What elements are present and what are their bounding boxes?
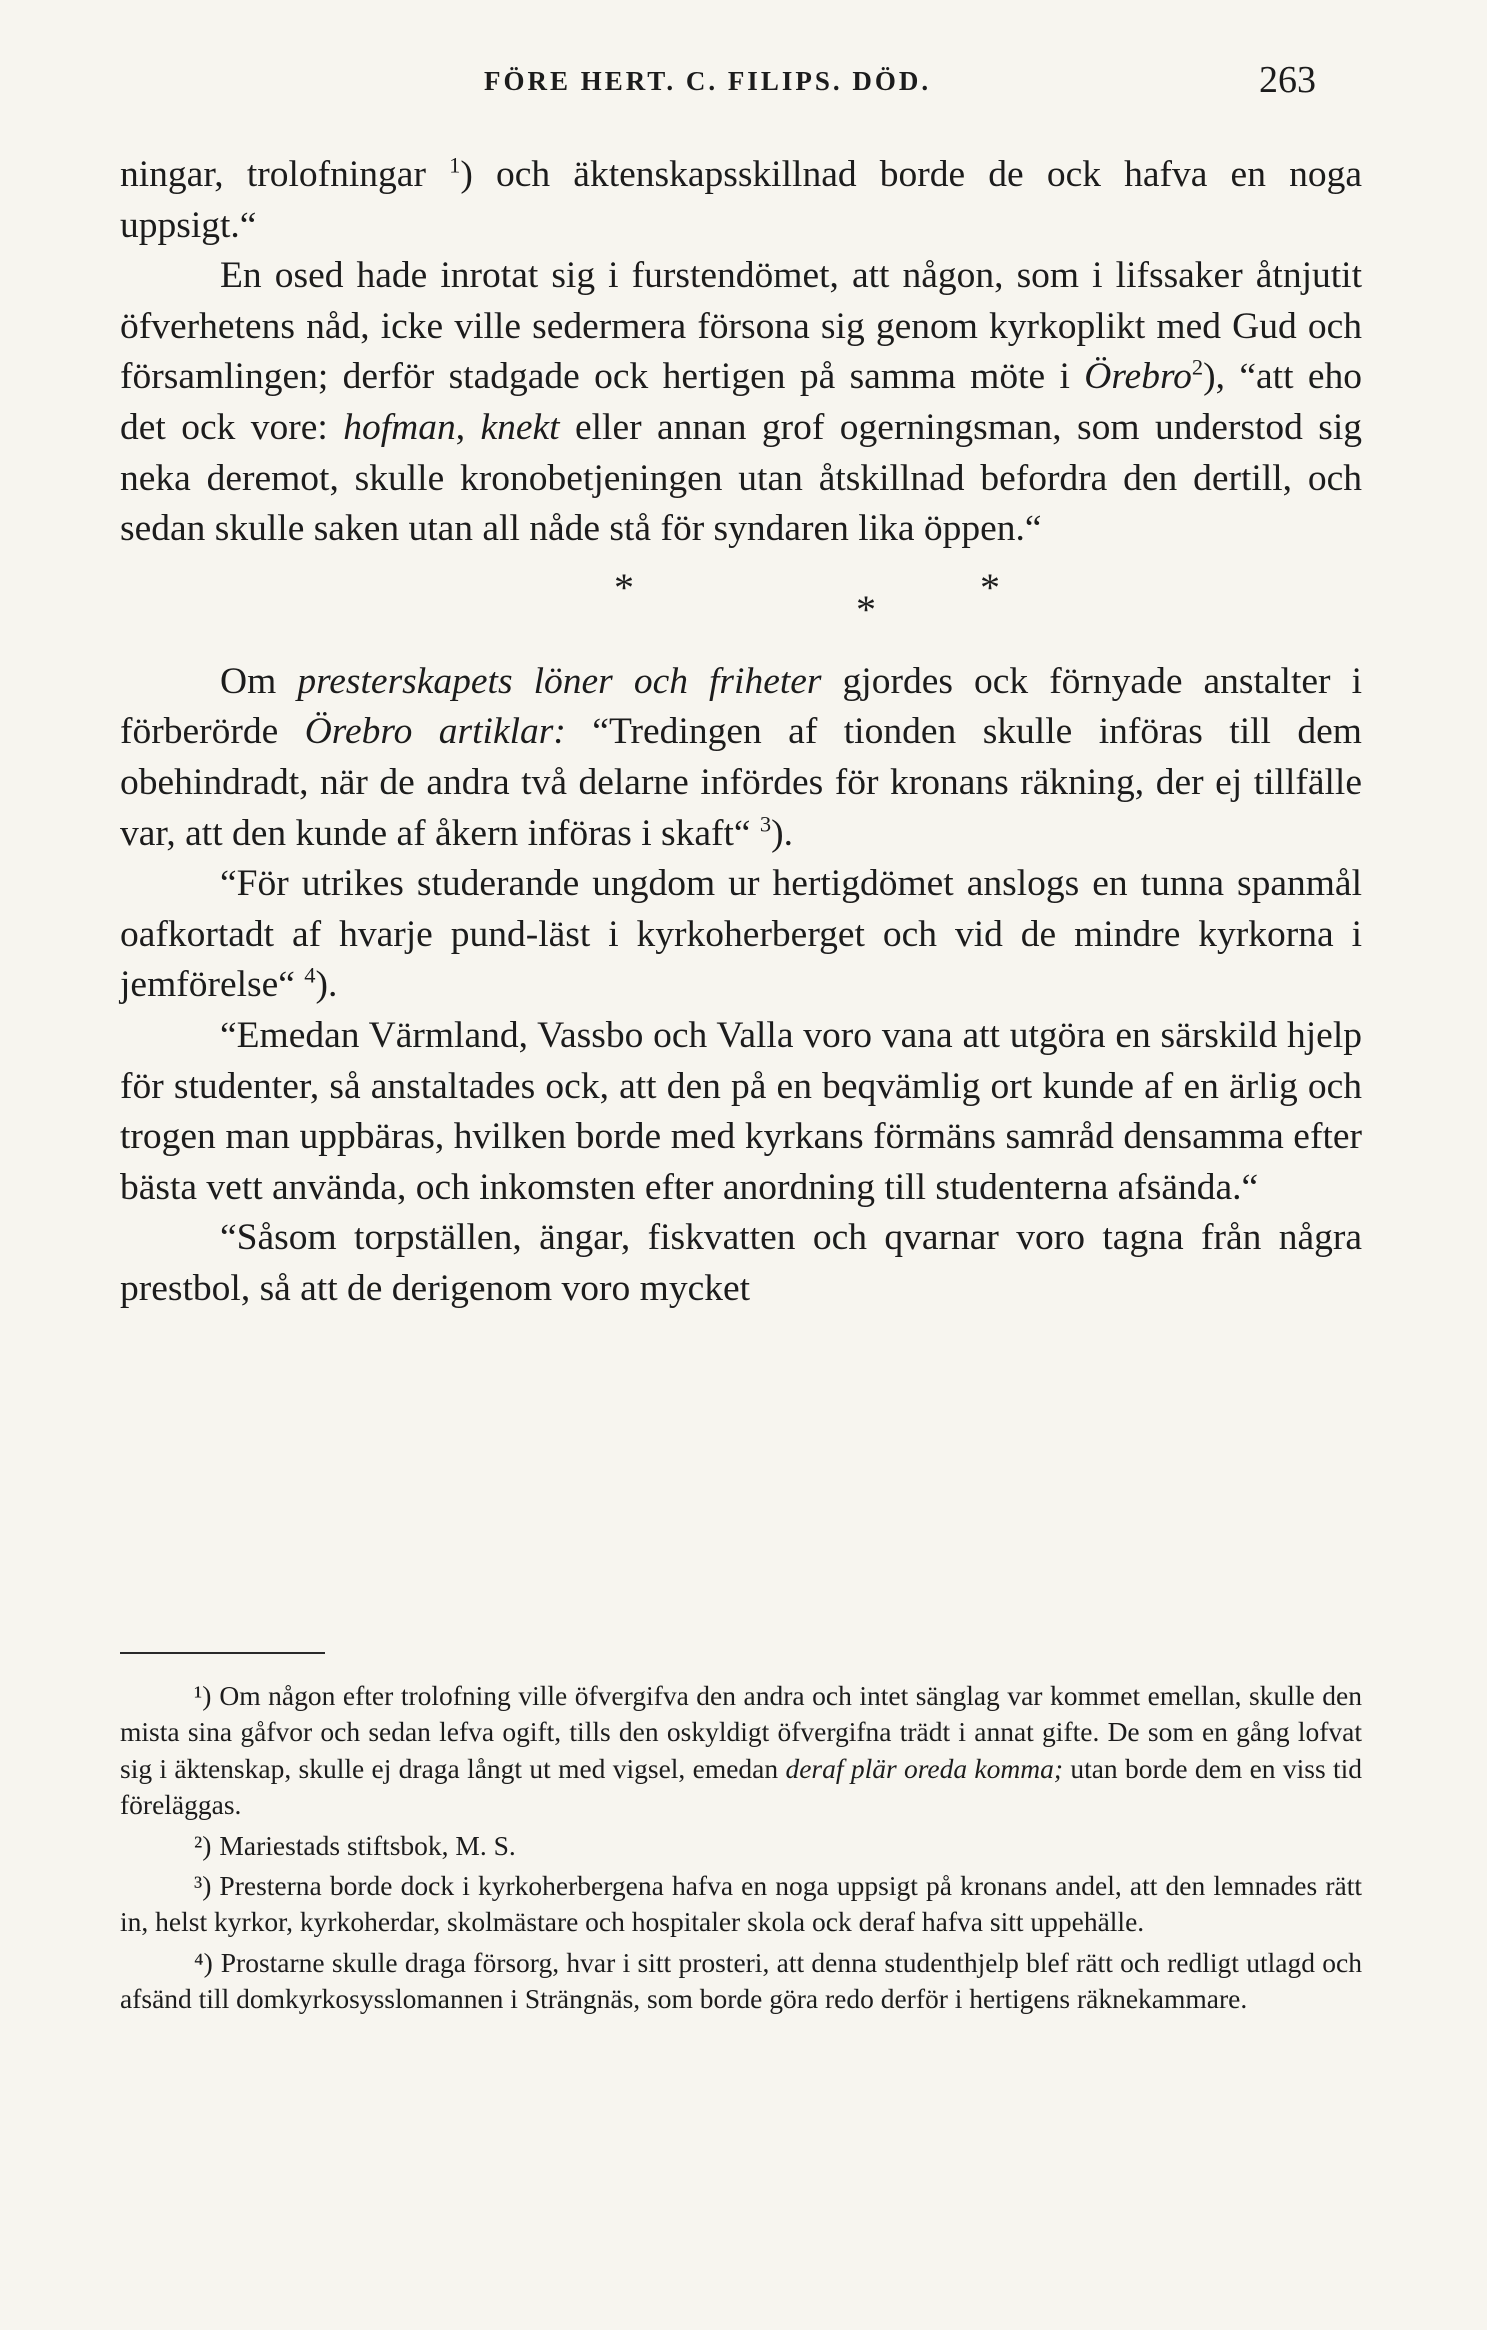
footnote-text: Presterna borde dock i kyrkoherbergena hafva en noga uppsigt på kronans andel, att den lemnades rätt in, helst kyrkor, kyrkoherdar, skolmästare och hospitaler skola ock deraf hafva sitt uppehälle. — [120, 1870, 1362, 1938]
separator-star: * — [856, 586, 876, 632]
italic-term: hofman — [343, 406, 456, 448]
footnote-4 — [120, 1945, 1362, 2018]
text-run: ). — [771, 812, 794, 854]
footnote-italic: deraf plär oreda komma; — [785, 1752, 1064, 1784]
page-number: 263 — [1259, 59, 1316, 101]
footnote-ref-4: 4 — [304, 962, 316, 988]
separator-star: * — [980, 564, 1000, 610]
text-run: ), “att eho det ock vore: — [120, 356, 1362, 448]
italic-term: knekt — [480, 406, 560, 448]
footnote-1 — [120, 1678, 1362, 1824]
footnote-ref-1: 1 — [449, 152, 461, 178]
paragraph-3 — [120, 657, 1362, 859]
body-text — [120, 150, 1362, 1314]
separator-star: * — [614, 564, 634, 610]
text-run: “För utrikes studerande ungdom ur hertigdömet anslogs en tunna spanmål oafkortadt af hvarje pund-läst i kyrkoherberget och vid de mindre kyrkorna i jemförelse“ — [120, 863, 1362, 1006]
paragraph-2 — [120, 251, 1362, 555]
running-title: FÖRE HERT. C. FILIPS. DÖD. — [484, 66, 932, 96]
footnote-mark: ¹) — [194, 1680, 212, 1711]
footnote-text: Mariestads stiftsbok, M. S. — [219, 1829, 516, 1861]
italic-term: Örebro artiklar: — [304, 711, 566, 753]
footnotes — [120, 1652, 1362, 2022]
footnote-text: Om någon efter trolofning ville öfvergifva den andra och intet sänglag var kommet emellan, skulle den mista sina gåfvor och sedan lefva ogift, tills den oskyldigt öfvergifna trädt i annat gifte. De som en gång lofvat sig i äktenskap, skulle ej draga långt ut med vigsel, emedan — [120, 1680, 1362, 1784]
text-run: gjordes ock förnyade anstalter i förberörde — [120, 660, 1363, 753]
text-run: “Tredingen af tionden skulle införas till dem obehindradt, när de andra två delarne infördes för kronans räkning, der ej tillfälle var, att den kunde af åkern införas i skaft“ — [120, 711, 1362, 854]
place-name: Örebro — [1084, 356, 1192, 398]
footnote-3 — [120, 1868, 1362, 1941]
footnote-ref-3: 3 — [759, 811, 772, 837]
footnote-mark: ²) — [194, 1829, 212, 1861]
footnote-ref-2: 2 — [1191, 354, 1204, 380]
footnote-rule — [120, 1652, 325, 1654]
footnote-text: Prostarne skulle draga försorg, hvar i sitt prosteri, att denna studenthjelp blef rätt och redligt utlagd och afsänd till domkyrkosysslomannen i Strängnäs, som borde göra redo derför i hertigens räknekammare. — [120, 1946, 1362, 2015]
text-run: ningar, trolofningar — [120, 154, 450, 195]
paragraph-4 — [120, 859, 1362, 1011]
paragraph-6: “Såsom torpställen, ängar, fiskvatten och qvarnar voro tagna från några prestbol, så att de derigenom voro mycket — [120, 1217, 1362, 1309]
text-run: En osed hade inrotat sig i furstendömet, att någon, som i lifssaker åtnjutit öfverhetens nåd, icke ville sedermera försona sig genom kyrkoplikt med Gud och församlingen; derför stadgade ock hertigen på samma möte i — [120, 255, 1362, 398]
text-run: , — [455, 406, 481, 448]
running-head — [120, 58, 1316, 108]
text-run: ). — [315, 964, 338, 1006]
footnote-mark: ³) — [194, 1870, 212, 1902]
footnote-2 — [120, 1828, 1362, 1864]
paragraph-5: “Emedan Värmland, Vassbo och Valla voro vana att utgöra en särskild hjelp för studenter, så anstaltades ock, att den på en beqvämlig ort kunde af en ärlig och trogen man uppbäras, hvilken borde med kyrkans förmäns samråd densamma efter bästa vett använda, och inkomsten efter anordning till studenterna afsända.“ — [120, 1014, 1362, 1208]
section-separator — [120, 555, 1362, 657]
text-run: eller annan grof ogerningsman, som understod sig neka deremot, skulle kronobetjeningen utan åtskillnad befordra den dertill, och sedan skulle saken utan all nåde stå för syndaren lika öppen.“ — [120, 406, 1362, 550]
footnote-text: utan borde dem en viss tid föreläggas. — [120, 1752, 1362, 1821]
text-run: Om — [220, 660, 298, 702]
italic-term: presterskapets löner och friheter — [297, 660, 822, 702]
text-run: ) och äktenskapsskillnad borde de ock hafva en noga uppsigt.“ — [120, 154, 1362, 246]
footnote-mark: ⁴) — [194, 1946, 213, 1978]
paragraph-1 — [120, 150, 1362, 251]
